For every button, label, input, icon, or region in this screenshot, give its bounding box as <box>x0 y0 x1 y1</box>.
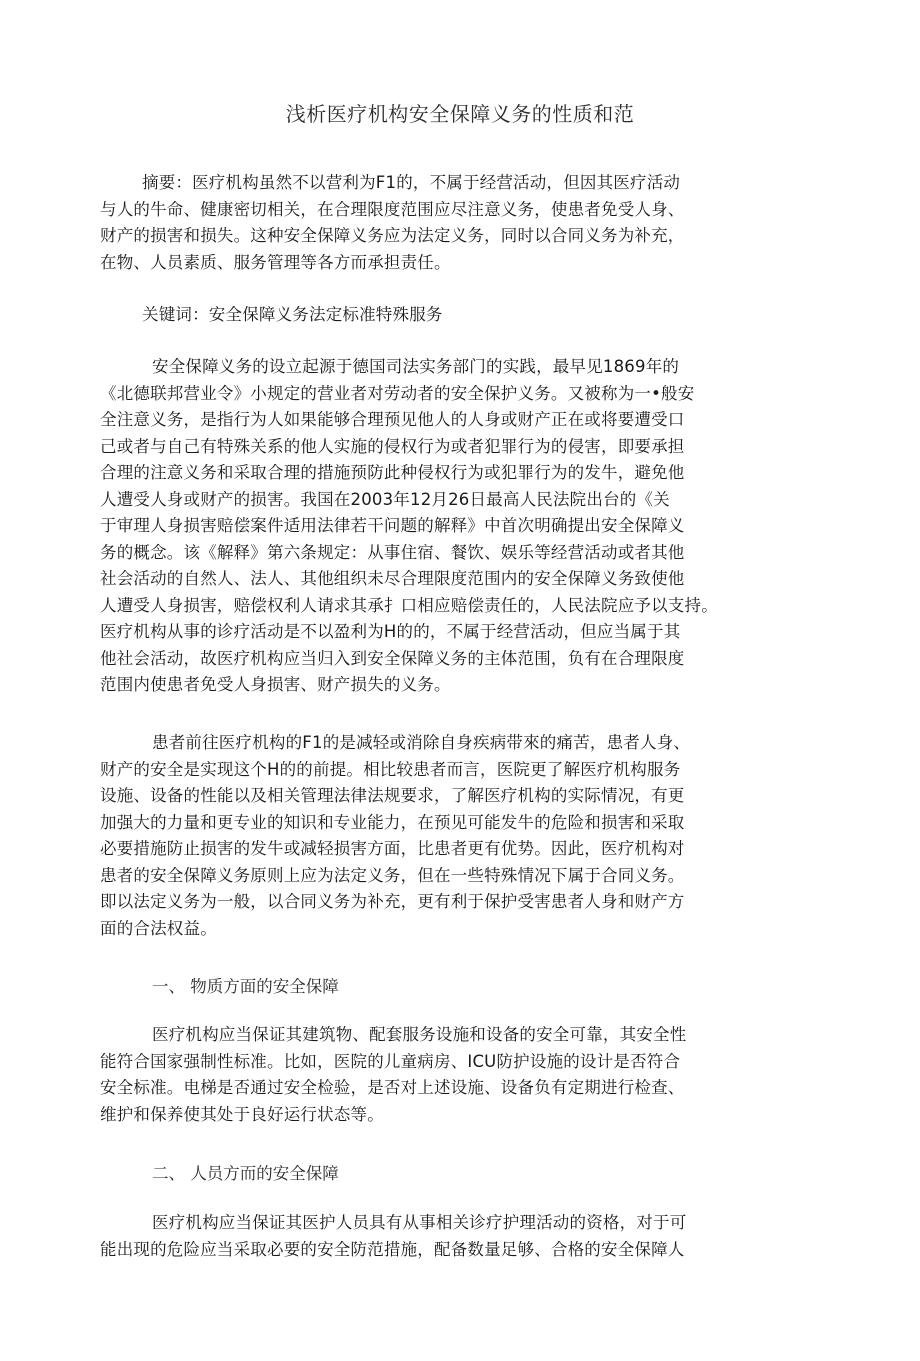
keywords-line: 关键词：安全保障义务法定标准特殊服务 <box>142 305 443 324</box>
paragraph-line: 合理的注意义务和采取合理的措施预防此种侵权行为或犯罪行为的发牛，避免他 <box>100 463 685 482</box>
paragraph-line: 全注意义务，是指行为人如果能够合理预见他人的人身或财产正在或将要遭受口 <box>100 410 685 429</box>
paragraph-line: 人遭受人身或财产的损害。我国在2003年12月26日最高人民法院出台的《关 <box>100 489 670 509</box>
paragraph-line: 《北德联邦营业令》小规定的营业者对劳动者的安全保护义务。又被称为一•般安 <box>100 383 695 403</box>
paragraph-line: 设施、设备的性能以及相关管理法律法规要求，了解医疗机构的实际情况，有更 <box>100 786 685 805</box>
paragraph-line: 他社会活动，故医疗机构应当归入到安全保障义务的主体范围，负有在合理限度 <box>100 648 685 668</box>
paragraph-line: 面的合法权益。 <box>100 918 217 938</box>
body-paragraph-4 <box>100 1210 800 1263</box>
body-paragraph-2 <box>100 730 800 942</box>
paragraph-line: 医疗机构从事的诊疗活动是不以盈利为H的的，不属于经营活动，但应当属于其 <box>100 622 681 641</box>
paragraph-line: 范围内使患者免受人身损害、财产损失的义务。 <box>100 675 451 694</box>
abstract-line: 在物、人员素质、服务管理等各方而承担责任。 <box>100 252 451 272</box>
abstract-line: 摘要：医疗机构虽然不以营利为F1的，不属于经营活动，但因其医疗活动 <box>142 173 681 192</box>
paragraph-line: 务的概念。该《解释》第六条规定：从事住宿、餐饮、娱乐等经营活动或者其他 <box>100 542 685 562</box>
paragraph-line: 人遭受人身损害，赔偿权利人请求其承扌口相应赔偿责任的，人民法院应予以支持。 <box>100 595 718 615</box>
section-heading-personnel: 二、 人员方而的安全保障 <box>152 1164 339 1183</box>
abstract-line: 财产的损害和损失。这种安全保障义务应为法定义务，同时以合同义务为补充， <box>100 226 685 245</box>
paragraph-line: 财产的安全是实现这个H的的前提。相比较患者而言，医院更了解医疗机构服务 <box>100 759 681 779</box>
paragraph-line: 医疗机构应当保证其建筑物、配套服务设施和设备的安全可靠，其安全性 <box>152 1025 687 1044</box>
paragraph-line: 加强大的力量和更专业的知识和专业能力，在预见可能发牛的危险和损害和采取 <box>100 812 685 832</box>
paragraph-line: 医疗机构应当保证其医护人员具有从事相关诊疗护理活动的资格，对于可 <box>152 1213 687 1232</box>
paragraph-line: 必要措施防止损害的发牛或减轻损害方面，比患者更有优势。因此，医疗机构对 <box>100 839 685 858</box>
paragraph-line: 维护和保养使其处于良好运行状态等。 <box>100 1104 384 1124</box>
paragraph-line: 安全保障义务的设立起源于德国司法实务部门的实践，最早见1869年的 <box>152 357 680 376</box>
paragraph-line: 能符合国家强制性标准。比如，医院的儿童病房、ICU防护设施的设计是否符合 <box>100 1051 681 1071</box>
body-paragraph-1 <box>100 354 800 699</box>
paragraph-line: 于审理人身损害赔偿案件适用法律若干问题的解释》中首次明确提出安全保障义 <box>100 516 685 535</box>
paragraph-line: 即以法定义务为一般，以合同义务为补充，更有利于保护受害患者人身和财产方 <box>100 892 685 911</box>
abstract-line: 与人的牛命、健康密切相关，在合理限度范围应尽注意义务，使患者免受人身、 <box>100 199 685 219</box>
abstract-paragraph <box>100 170 800 276</box>
paragraph-line: 社会活动的自然人、法人、其他组织未尽合理限度范围内的安全保障义务致使他 <box>100 569 685 588</box>
paragraph-line: 安全标准。电梯是否通过安全检验，是否对上述设施、设备负有定期进行检查、 <box>100 1078 685 1097</box>
keywords-paragraph <box>100 302 800 329</box>
section-heading-material: 一、 物质方面的安全保障 <box>152 977 339 996</box>
paragraph-line: 患者前往医疗机构的F1的是减轻或消除自身疾病带來的痛苦，患者人身、 <box>152 733 691 752</box>
paragraph-line: 患者的安全保障义务原则上应为法定义务，但在一些特殊情况下属于合同义务。 <box>100 865 685 885</box>
paragraph-line: 己或者与自己有特殊关系的他人实施的侵权行为或者犯罪行为的侵害，即要承担 <box>100 436 685 456</box>
document-title: 浅析医疗机构安全保障义务的性质和范 <box>285 102 635 126</box>
paragraph-line: 能出现的危险应当采取必要的安全防范措施，配备数量足够、合格的安全保障人 <box>100 1239 685 1259</box>
body-paragraph-3 <box>100 1022 800 1128</box>
